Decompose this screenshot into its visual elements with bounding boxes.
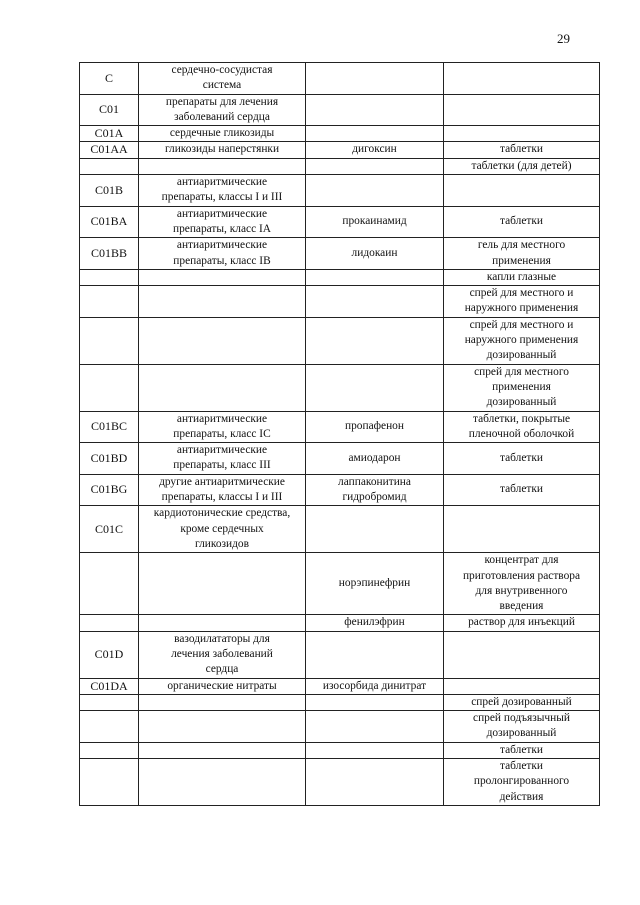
- cell-group: сердечно-сосудистая система: [139, 63, 306, 95]
- table-row: [80, 615, 600, 631]
- cell-substance: [306, 158, 444, 174]
- cell-group: антиаритмические препараты, классы I и III: [139, 175, 306, 207]
- cell-group: гликозиды наперстянки: [139, 142, 306, 158]
- table-row: [80, 126, 600, 142]
- cell-substance: лаппаконитина гидробромид: [306, 474, 444, 506]
- cell-code: [80, 759, 139, 806]
- cell-group: кардиотонические средства, кроме сердечных гликозидов: [139, 506, 306, 553]
- cell-group: антиаритмические препараты, класс III: [139, 443, 306, 475]
- cell-substance: изосорбида динитрат: [306, 678, 444, 694]
- cell-form: спрей для местного и наружного применения: [444, 286, 600, 318]
- cell-code: [80, 269, 139, 285]
- table-row: [80, 94, 600, 126]
- cell-substance: амиодарон: [306, 443, 444, 475]
- cell-form: таблетки: [444, 474, 600, 506]
- cell-form: таблетки пролонгированного действия: [444, 759, 600, 806]
- cell-substance: [306, 742, 444, 758]
- cell-group: антиаритмические препараты, класс IB: [139, 238, 306, 270]
- cell-form: [444, 175, 600, 207]
- table-row: [80, 553, 600, 615]
- cell-form: [444, 506, 600, 553]
- table-row: [80, 474, 600, 506]
- cell-group: сердечные гликозиды: [139, 126, 306, 142]
- cell-form: капли глазные: [444, 269, 600, 285]
- cell-substance: [306, 631, 444, 678]
- cell-form: [444, 63, 600, 95]
- cell-form: спрей подъязычный дозированный: [444, 711, 600, 743]
- table-row: [80, 175, 600, 207]
- cell-substance: [306, 711, 444, 743]
- page-number: 29: [557, 31, 570, 46]
- cell-group: антиаритмические препараты, класс IC: [139, 411, 306, 443]
- table-row: [80, 286, 600, 318]
- table-row: [80, 269, 600, 285]
- cell-group: [139, 364, 306, 411]
- cell-group: [139, 269, 306, 285]
- cell-substance: [306, 286, 444, 318]
- cell-group: органические нитраты: [139, 678, 306, 694]
- table-row: [80, 506, 600, 553]
- cell-form: таблетки: [444, 206, 600, 238]
- cell-code: C01A: [80, 126, 139, 142]
- cell-group: [139, 742, 306, 758]
- table-row: [80, 142, 600, 158]
- table-row: [80, 711, 600, 743]
- table-row: [80, 742, 600, 758]
- cell-group: [139, 553, 306, 615]
- cell-code: [80, 615, 139, 631]
- cell-group: [139, 158, 306, 174]
- drug-table: [79, 62, 600, 806]
- cell-group: вазодилататоры для лечения заболеваний сердца: [139, 631, 306, 678]
- cell-code: C01AA: [80, 142, 139, 158]
- cell-code: [80, 694, 139, 710]
- cell-substance: прокаинамид: [306, 206, 444, 238]
- cell-code: [80, 158, 139, 174]
- table-row: [80, 759, 600, 806]
- cell-code: C01B: [80, 175, 139, 207]
- cell-group: [139, 694, 306, 710]
- cell-substance: фенилэфрин: [306, 615, 444, 631]
- cell-form: спрей для местного и наружного применения дозированный: [444, 317, 600, 364]
- table-row: [80, 443, 600, 475]
- cell-group: [139, 711, 306, 743]
- cell-group: [139, 317, 306, 364]
- cell-code: C01C: [80, 506, 139, 553]
- cell-code: [80, 553, 139, 615]
- table-row: [80, 63, 600, 95]
- cell-code: [80, 364, 139, 411]
- cell-form: таблетки: [444, 443, 600, 475]
- table-row: [80, 631, 600, 678]
- cell-substance: [306, 694, 444, 710]
- cell-form: гель для местного применения: [444, 238, 600, 270]
- cell-form: [444, 678, 600, 694]
- cell-form: таблетки: [444, 742, 600, 758]
- cell-substance: лидокаин: [306, 238, 444, 270]
- drug-table-body: [80, 63, 600, 806]
- cell-code: C01BD: [80, 443, 139, 475]
- cell-form: спрей дозированный: [444, 694, 600, 710]
- cell-code: [80, 742, 139, 758]
- table-row: [80, 694, 600, 710]
- table-row: [80, 238, 600, 270]
- cell-form: [444, 94, 600, 126]
- cell-substance: [306, 317, 444, 364]
- cell-code: [80, 286, 139, 318]
- cell-code: C01BG: [80, 474, 139, 506]
- cell-substance: [306, 759, 444, 806]
- cell-form: концентрат для приготовления раствора для внутривенного введения: [444, 553, 600, 615]
- table-row: [80, 317, 600, 364]
- cell-substance: пропафенон: [306, 411, 444, 443]
- cell-form: таблетки (для детей): [444, 158, 600, 174]
- cell-group: [139, 759, 306, 806]
- cell-substance: норэпинефрин: [306, 553, 444, 615]
- cell-substance: [306, 506, 444, 553]
- cell-form: спрей для местного применения дозированный: [444, 364, 600, 411]
- cell-code: [80, 317, 139, 364]
- cell-form: [444, 631, 600, 678]
- cell-form: раствор для инъекций: [444, 615, 600, 631]
- cell-code: C: [80, 63, 139, 95]
- cell-form: таблетки: [444, 142, 600, 158]
- cell-code: C01DA: [80, 678, 139, 694]
- table-row: [80, 678, 600, 694]
- table-row: [80, 206, 600, 238]
- cell-substance: дигоксин: [306, 142, 444, 158]
- cell-group: другие антиаритмические препараты, классы I и III: [139, 474, 306, 506]
- table-row: [80, 364, 600, 411]
- cell-substance: [306, 94, 444, 126]
- cell-code: [80, 711, 139, 743]
- cell-code: C01BC: [80, 411, 139, 443]
- table-row: [80, 411, 600, 443]
- table-row: [80, 158, 600, 174]
- cell-group: [139, 615, 306, 631]
- cell-substance: [306, 63, 444, 95]
- cell-substance: [306, 175, 444, 207]
- cell-substance: [306, 364, 444, 411]
- cell-form: [444, 126, 600, 142]
- cell-group: [139, 286, 306, 318]
- cell-code: C01BA: [80, 206, 139, 238]
- cell-code: C01BB: [80, 238, 139, 270]
- cell-code: C01: [80, 94, 139, 126]
- cell-group: антиаритмические препараты, класс IA: [139, 206, 306, 238]
- cell-substance: [306, 269, 444, 285]
- cell-code: C01D: [80, 631, 139, 678]
- cell-substance: [306, 126, 444, 142]
- cell-form: таблетки, покрытые пленочной оболочкой: [444, 411, 600, 443]
- cell-group: препараты для лечения заболеваний сердца: [139, 94, 306, 126]
